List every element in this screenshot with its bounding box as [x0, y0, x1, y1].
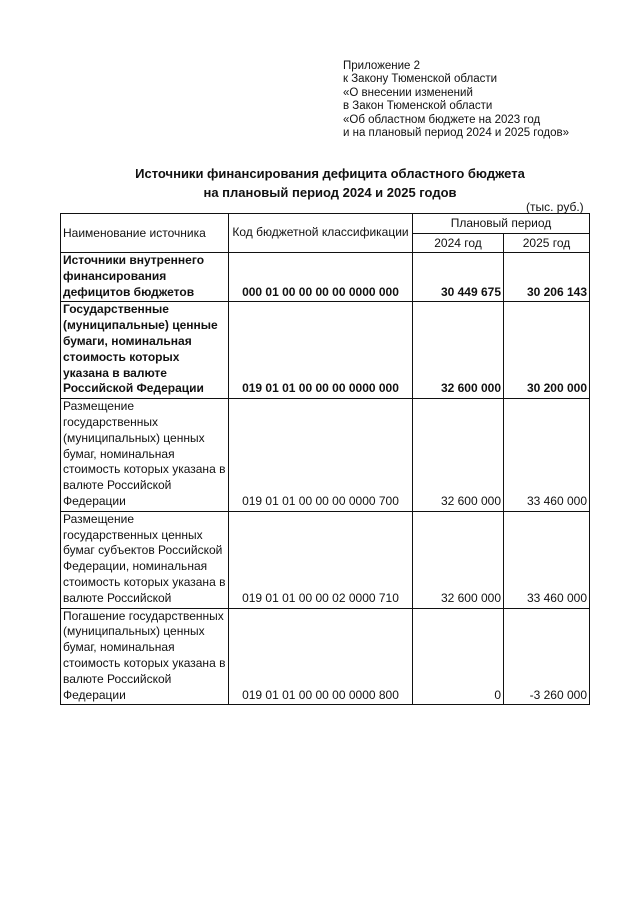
- document-title-line-2: на плановый период 2024 и 2025 годов: [203, 185, 457, 200]
- table-row: [61, 399, 590, 512]
- row-amount-2025: 30 206 143: [504, 253, 590, 302]
- row-budget-code: 019 01 01 00 00 00 0000 800: [229, 608, 413, 705]
- row-source-name: Размещение государственных (муниципальных) ценных бумаг, номинальная стоимость которых указана в валюте Российской Федерации: [61, 399, 229, 512]
- row-budget-code: 019 01 01 00 00 00 0000 000: [229, 302, 413, 399]
- row-amount-2024: 32 600 000: [413, 302, 504, 399]
- document-title: [60, 164, 600, 202]
- units-label: (тыс. руб.): [526, 200, 584, 214]
- appendix-line: «О внесении изменений: [343, 86, 473, 99]
- header-year-2025: 2025 год: [504, 234, 590, 253]
- document-title-line-1: Источники финансирования дефицита областного бюджета: [135, 166, 525, 181]
- header-budget-code: Код бюджетной классификации: [229, 214, 413, 253]
- appendix-line: к Закону Тюменской области: [343, 73, 498, 86]
- row-amount-2024: 32 600 000: [413, 399, 504, 512]
- row-source-name: Государственные (муниципальные) ценные бумаги, номинальная стоимость которых указана в валюте Российской Федерации: [61, 302, 229, 399]
- row-source-name: Погашение государственных (муниципальных) ценных бумаг, номинальная стоимость которых указана в валюте Российской Федерации: [61, 608, 229, 705]
- appendix-line: Приложение 2: [343, 60, 421, 72]
- row-amount-2025: -3 260 000: [504, 608, 590, 705]
- row-source-name: Размещение государственных ценных бумаг субъектов Российской Федерации, номинальная стоимость которых указана в валюте Российской: [61, 511, 229, 608]
- header-source-name: Наименование источника: [61, 214, 229, 253]
- row-amount-2025: 30 200 000: [504, 302, 590, 399]
- row-amount-2024: 32 600 000: [413, 511, 504, 608]
- appendix-line: и на плановый период 2024 и 2025 годов»: [343, 127, 569, 140]
- header-planning-period: Плановый период: [413, 214, 590, 234]
- row-amount-2025: 33 460 000: [504, 511, 590, 608]
- table-row: [61, 608, 590, 705]
- table-row: [61, 302, 590, 399]
- appendix-line: в Закон Тюменской области: [343, 100, 493, 113]
- appendix-header: [343, 60, 569, 140]
- row-budget-code: 000 01 00 00 00 00 0000 000: [229, 253, 413, 302]
- row-amount-2024: 30 449 675: [413, 253, 504, 302]
- row-budget-code: 019 01 01 00 00 00 0000 700: [229, 399, 413, 512]
- header-year-2024: 2024 год: [413, 234, 504, 253]
- appendix-line: «Об областном бюджете на 2023 год: [343, 113, 541, 126]
- financing-sources-table: [60, 213, 590, 705]
- row-amount-2024: 0: [413, 608, 504, 705]
- table-row: [61, 253, 590, 302]
- row-amount-2025: 33 460 000: [504, 399, 590, 512]
- table-row: [61, 511, 590, 608]
- row-budget-code: 019 01 01 00 00 02 0000 710: [229, 511, 413, 608]
- row-source-name: Источники внутреннего финансирования дефицитов бюджетов: [61, 253, 229, 302]
